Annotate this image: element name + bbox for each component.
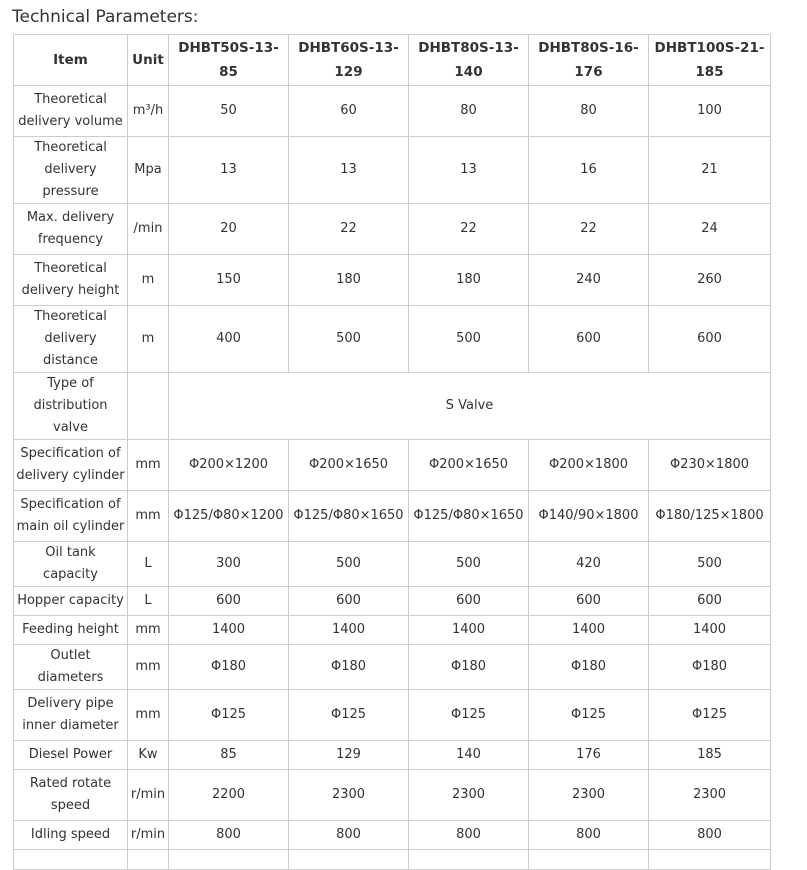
cell-value: 800 [529,821,649,850]
header-model [529,35,649,86]
table-row [14,255,771,306]
row-item-label: Diesel Power [14,741,128,770]
cell-value: Φ200×1200 [169,440,289,491]
row-unit: r/min [128,770,169,821]
row-unit [128,373,169,440]
cell-value: 500 [409,542,529,587]
model-name-line: DHBT80S-13- [418,40,519,56]
row-item-label: Type of distribution valve [14,373,128,440]
row-item-label: Delivery pipe inner diameter [14,690,128,741]
row-unit: mm [128,440,169,491]
cell-value: Φ180 [529,645,649,690]
cell-value: 300 [169,542,289,587]
row-unit: Kw [128,741,169,770]
table-row-partial [14,850,771,870]
cell-value: 85 [169,741,289,770]
cell-value: 1400 [409,616,529,645]
model-name-line: DHBT50S-13- [178,40,279,56]
row-item-label: Theoretical delivery pressure [14,137,128,204]
cell-value [409,850,529,870]
cell-value: 2300 [649,770,771,821]
cell-value: 2300 [409,770,529,821]
cell-value: Φ230×1800 [649,440,771,491]
technical-parameters-table [13,34,771,870]
table-row [14,542,771,587]
table-row [14,821,771,850]
cell-value: 180 [289,255,409,306]
row-item-label: Theoretical delivery height [14,255,128,306]
model-name-line: 176 [574,64,603,80]
model-name-line: DHBT100S-21- [654,40,765,56]
cell-value: Φ125/Φ80×1650 [409,491,529,542]
cell-value: 13 [169,137,289,204]
cell-value: 16 [529,137,649,204]
row-item-label: Specification of delivery cylinder [14,440,128,491]
model-name-line: DHBT60S-13- [298,40,399,56]
cell-value: 2200 [169,770,289,821]
header-row [14,35,771,86]
cell-value: Φ180 [169,645,289,690]
table-row [14,440,771,491]
table-row [14,770,771,821]
row-item-label: Outlet diameters [14,645,128,690]
cell-value: 80 [529,86,649,137]
cell-value: 129 [289,741,409,770]
model-name-line: 140 [454,64,483,80]
cell-value [649,850,771,870]
table-row [14,645,771,690]
cell-value: Φ200×1800 [529,440,649,491]
row-unit: r/min [128,821,169,850]
cell-value: 800 [169,821,289,850]
cell-value: 100 [649,86,771,137]
table-row [14,690,771,741]
cell-value: 500 [409,306,529,373]
row-unit: m [128,255,169,306]
cell-value [169,850,289,870]
header-unit: Unit [128,35,169,86]
cell-value: 500 [289,542,409,587]
row-unit: mm [128,645,169,690]
cell-value [289,850,409,870]
cell-value: 600 [529,306,649,373]
model-name-line: 185 [695,64,724,80]
cell-value: 60 [289,86,409,137]
cell-value: 1400 [649,616,771,645]
cell-value: 600 [169,587,289,616]
cell-value: Φ125 [529,690,649,741]
cell-value: Φ125 [409,690,529,741]
merged-cell-value: S Valve [169,373,771,440]
cell-value: Φ180/125×1800 [649,491,771,542]
cell-value: 24 [649,204,771,255]
row-unit: L [128,542,169,587]
row-unit: mm [128,690,169,741]
cell-value: 176 [529,741,649,770]
model-name-line: 129 [334,64,363,80]
row-item-label: Specification of main oil cylinder [14,491,128,542]
header-model [409,35,529,86]
cell-value: 150 [169,255,289,306]
cell-value: 800 [289,821,409,850]
table-row [14,741,771,770]
row-item-label: Theoretical delivery volume [14,86,128,137]
model-name-line: 85 [219,64,238,80]
header-model [289,35,409,86]
cell-value: 22 [529,204,649,255]
row-item-label: Rated rotate speed [14,770,128,821]
cell-value: 1400 [289,616,409,645]
cell-value: 1400 [169,616,289,645]
cell-value: Φ125 [649,690,771,741]
cell-value: 20 [169,204,289,255]
cell-value: 600 [649,306,771,373]
header-model [169,35,289,86]
cell-value: 22 [289,204,409,255]
row-item-label: Feeding height [14,616,128,645]
row-item-label: Hopper capacity [14,587,128,616]
page-title: Technical Parameters: [12,7,199,27]
table-row [14,86,771,137]
model-name-line: DHBT80S-16- [538,40,639,56]
cell-value: 185 [649,741,771,770]
cell-value: Φ180 [289,645,409,690]
row-unit: mm [128,491,169,542]
row-unit: L [128,587,169,616]
table-row [14,306,771,373]
row-unit: m [128,306,169,373]
cell-value: 2300 [529,770,649,821]
row-unit: mm [128,616,169,645]
cell-value: 13 [289,137,409,204]
cell-value: 500 [649,542,771,587]
row-item-label: Oil tank capacity [14,542,128,587]
cell-value: 21 [649,137,771,204]
row-item-label: Max. delivery frequency [14,204,128,255]
cell-value: 600 [409,587,529,616]
cell-value: 1400 [529,616,649,645]
table-row [14,204,771,255]
cell-value: Φ125 [169,690,289,741]
row-unit [128,850,169,870]
cell-value: Φ140/90×1800 [529,491,649,542]
cell-value: 500 [289,306,409,373]
cell-value: 13 [409,137,529,204]
row-unit: /min [128,204,169,255]
cell-value: Φ180 [409,645,529,690]
table-row [14,616,771,645]
cell-value: 420 [529,542,649,587]
table-row [14,137,771,204]
cell-value: 240 [529,255,649,306]
cell-value: Φ180 [649,645,771,690]
cell-value: 2300 [289,770,409,821]
cell-value: 22 [409,204,529,255]
table-row [14,587,771,616]
row-unit: Mpa [128,137,169,204]
table-row [14,491,771,542]
cell-value [529,850,649,870]
cell-value: 600 [529,587,649,616]
row-item-label: Theoretical delivery distance [14,306,128,373]
row-item-label [14,850,128,870]
row-unit: m³/h [128,86,169,137]
cell-value: Φ125/Φ80×1650 [289,491,409,542]
header-item: Item [14,35,128,86]
cell-value: 600 [289,587,409,616]
cell-value: Φ125/Φ80×1200 [169,491,289,542]
cell-value: 800 [649,821,771,850]
cell-value: 800 [409,821,529,850]
cell-value: 400 [169,306,289,373]
cell-value: 140 [409,741,529,770]
cell-value: 80 [409,86,529,137]
cell-value: Φ200×1650 [289,440,409,491]
cell-value: 600 [649,587,771,616]
cell-value: Φ200×1650 [409,440,529,491]
cell-value: 50 [169,86,289,137]
header-model [649,35,771,86]
table-row [14,373,771,440]
cell-value: 180 [409,255,529,306]
row-item-label: Idling speed [14,821,128,850]
cell-value: Φ125 [289,690,409,741]
cell-value: 260 [649,255,771,306]
